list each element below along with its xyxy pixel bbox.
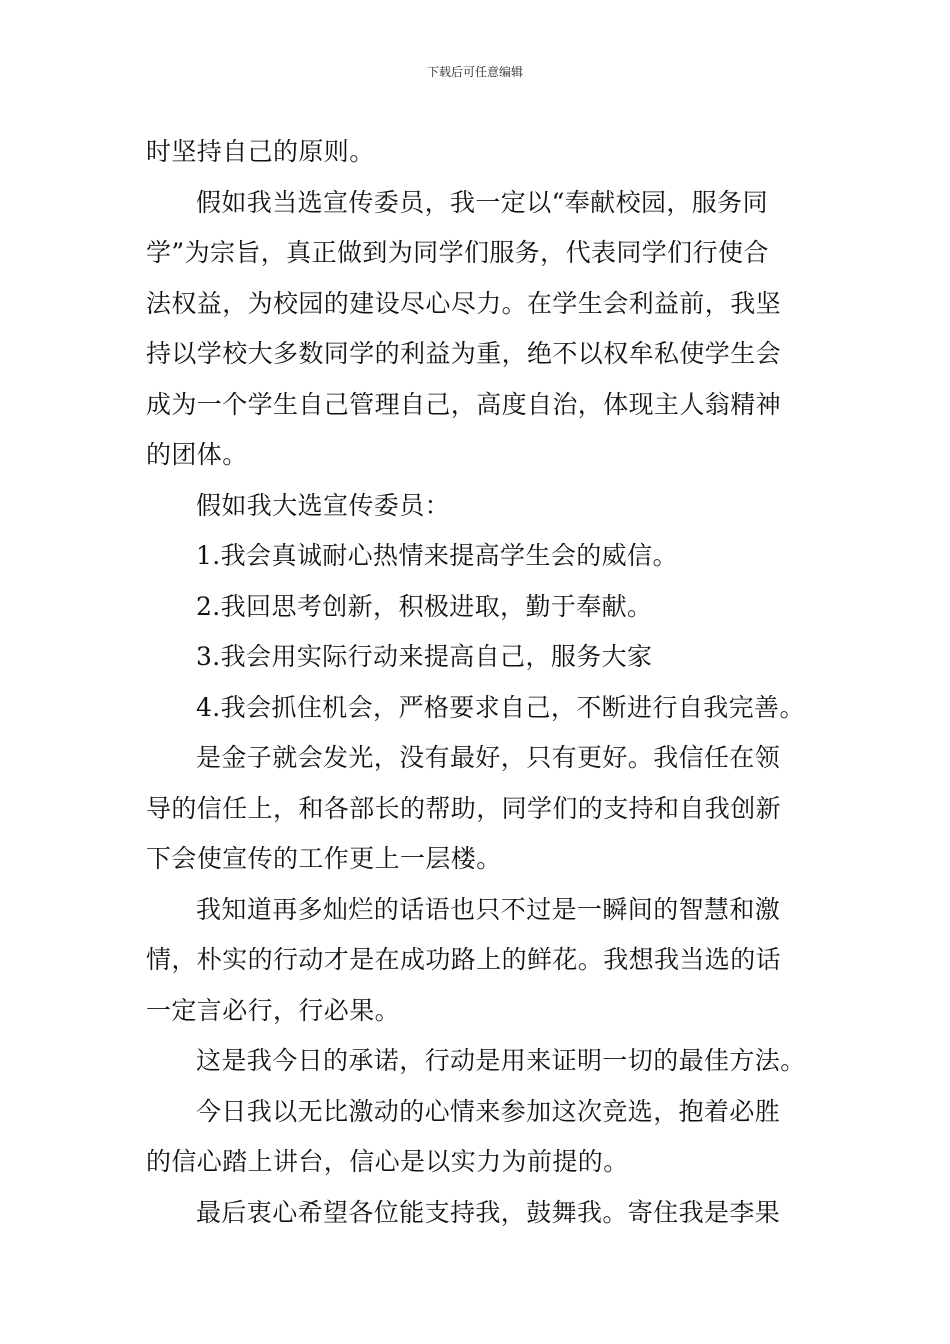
text-line: 的团体。: [146, 440, 248, 469]
text-line: 成为一个学生自己管理自己，高度自治，体现主人翁精神: [146, 389, 782, 419]
text-line: 时坚持自己的原则。: [146, 137, 375, 166]
document-body: [146, 127, 808, 1238]
text-line: 情，朴实的行动才是在成功路上的鲜花。我想我当选的话: [146, 945, 782, 974]
list-item: 2.我回思考创新，积极进取，勤于奉献。: [196, 591, 653, 621]
list-item: 4.我会抓住机会，严格要求自己，不断进行自我完善。: [196, 692, 805, 722]
text-line: 的信心踏上讲台，信心是以实力为前提的。: [146, 1147, 629, 1176]
list-item: 1.我会真诚耐心热情来提高学生会的威信。: [196, 541, 678, 570]
text-line: 最后衷心希望各位能支持我，鼓舞我。寄住我是李果: [196, 1197, 781, 1227]
text-line: 持以学校大多数同学的利益为重，绝不以权牟私使学生会: [146, 339, 782, 368]
text-line: 学”为宗旨，真正做到为同学们服务，代表同学们行使合: [146, 238, 769, 267]
list-item: 3.我会用实际行动来提高自己，服务大家: [196, 642, 653, 671]
text-line: 下会使宣传的工作更上一层楼。: [146, 844, 502, 873]
page-header-note: 下载后可任意编辑: [426, 65, 523, 79]
text-line: 是金子就会发光，没有最好，只有更好。我信任在领: [196, 743, 781, 772]
text-line: 导的信任上，和各部长的帮助，同学们的支持和自我创新: [146, 793, 782, 823]
text-line: 假如我大选宣传委员：: [196, 490, 451, 520]
text-line: 这是我今日的承诺，行动是用来证明一切的最佳方法。: [196, 1046, 806, 1075]
text-line: 今日我以无比激动的心情来参加这次竞选，抱着必胜: [196, 1096, 781, 1126]
text-line: 我知道再多灿烂的话语也只不过是一瞬间的智慧和激: [196, 894, 781, 924]
text-line: 一定言必行，行必果。: [146, 995, 401, 1025]
text-line: 假如我当选宣传委员，我一定以“奉献校园，服务同: [196, 187, 768, 217]
text-line: 法权益，为校园的建设尽心尽力。在学生会利益前，我坚: [146, 288, 782, 318]
